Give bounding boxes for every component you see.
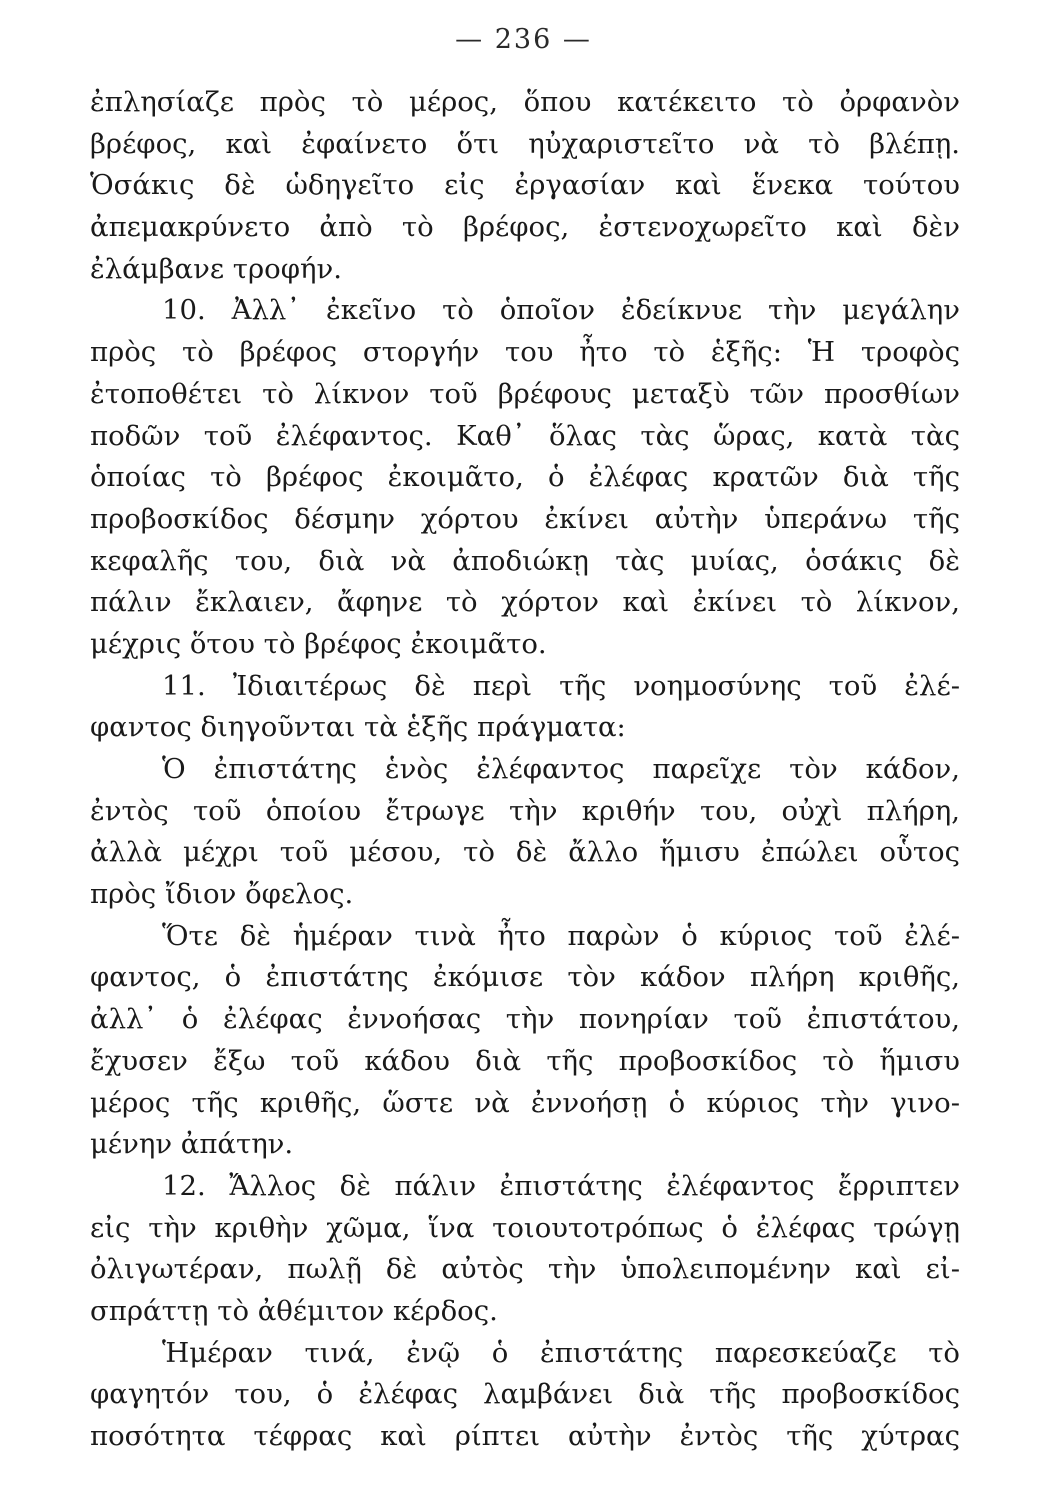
text-line: ἀλλ᾽ ὁ ἐλέφας ἐννοήσας τὴν πονηρίαν τοῦ ἐπιστάτου, xyxy=(90,1003,960,1036)
text-line: Ὁσάκις δὲ ὡδηγεῖτο εἰς ἐργασίαν καὶ ἕνεκα τούτου xyxy=(90,169,960,202)
text-line: ὁποίας τὸ βρέφος ἐκοιμᾶτο, ὁ ἐλέφας κρατῶν διὰ τῆς xyxy=(90,461,960,494)
text-line: ὀλιγωτέραν, πωλῇ δὲ αὐτὸς τὴν ὑπολειπομένην καὶ εἰ- xyxy=(90,1253,960,1286)
page-number: — 236 — xyxy=(455,24,592,55)
text-line: ἐντὸς τοῦ ὁποίου ἔτρωγε τὴν κριθήν του, οὐχὶ πλήρη, xyxy=(90,794,960,827)
text-line: ἐτοποθέτει τὸ λίκνον τοῦ βρέφους μεταξὺ τῶν προσθίων xyxy=(90,377,960,410)
text-line: προβοσκίδος δέσμην χόρτου ἐκίνει αὐτὴν ὑπεράνω τῆς xyxy=(90,502,960,535)
text-line: Ὅτε δὲ ἡμέραν τινὰ ἦτο παρὼν ὁ κύριος τοῦ ἐλέ- xyxy=(162,919,960,952)
text-line: Ἡμέραν τινά, ἐνῷ ὁ ἐπιστάτης παρεσκεύαζε τὸ xyxy=(162,1336,960,1369)
text-line: φαγητόν του, ὁ ἐλέφας λαμβάνει διὰ τῆς προβοσκίδος xyxy=(90,1378,960,1411)
text-line: μέχρις ὅτου τὸ βρέφος ἐκοιμᾶτο. xyxy=(90,627,547,660)
text-line: σπράττῃ τὸ ἀθέμιτον κέρδος. xyxy=(90,1294,498,1327)
text-line: ἀλλὰ μέχρι τοῦ μέσου, τὸ δὲ ἄλλο ἥμισυ ἐπώλει οὗτος xyxy=(90,836,960,869)
text-line: κεφαλῆς του, διὰ νὰ ἀποδιώκῃ τὰς μυίας, ὁσάκις δὲ xyxy=(90,544,960,577)
text-line: ἀπεμακρύνετο ἀπὸ τὸ βρέφος, ἐστενοχωρεῖτο καὶ δὲν xyxy=(90,211,960,244)
text-line: πάλιν ἔκλαιεν, ἄφηνε τὸ χόρτον καὶ ἐκίνει τὸ λίκνον, xyxy=(90,586,960,619)
text-line: ἔχυσεν ἔξω τοῦ κάδου διὰ τῆς προβοσκίδος τὸ ἥμισυ xyxy=(90,1044,960,1077)
text-line: φαντος διηγοῦνται τὰ ἑξῆς πράγματα: xyxy=(90,711,626,744)
text-line: πρὸς τὸ βρέφος στοργήν του ἦτο τὸ ἑξῆς: Ἡ τροφὸς xyxy=(90,336,960,369)
text-line: ποσότητα τέφρας καὶ ρίπτει αὐτὴν ἐντὸς τῆς χύτρας xyxy=(90,1420,960,1452)
text-line: Ὁ ἐπιστάτης ἑνὸς ἐλέφαντος παρεῖχε τὸν κάδον, xyxy=(162,753,960,785)
body-text xyxy=(90,82,960,1458)
text-line: ἐλάμβανε τροφήν. xyxy=(90,252,342,285)
text-line: 11. Ἰδιαιτέρως δὲ περὶ τῆς νοημοσύνης τοῦ ἐλέ- xyxy=(162,669,960,702)
text-line: 10. Ἀλλ᾽ ἐκεῖνο τὸ ὁποῖον ἐδείκνυε τὴν μεγάλην xyxy=(162,294,960,327)
text-line: μέρος τῆς κριθῆς, ὥστε νὰ ἐννοήσῃ ὁ κύριος τὴν γινο- xyxy=(90,1086,960,1119)
text-line: ἐπλησίαζε πρὸς τὸ μέρος, ὅπου κατέκειτο τὸ ὀρφανὸν xyxy=(90,86,960,118)
text-line: φαντος, ὁ ἐπιστάτης ἐκόμισε τὸν κάδον πλήρη κριθῆς, xyxy=(90,961,960,994)
text-line: 12. Ἄλλος δὲ πάλιν ἐπιστάτης ἐλέφαντος ἔρριπτεν xyxy=(162,1169,960,1202)
text-line: βρέφος, καὶ ἐφαίνετο ὅτι ηὐχαριστεῖτο νὰ τὸ βλέπῃ. xyxy=(90,127,960,160)
text-line: ποδῶν τοῦ ἐλέφαντος. Καθ᾽ ὅλας τὰς ὥρας, κατὰ τὰς xyxy=(90,419,960,452)
text-line: εἰς τὴν κριθὴν χῶμα, ἵνα τοιουτοτρόπως ὁ ἐλέφας τρώγῃ xyxy=(90,1211,960,1244)
text-line: πρὸς ἴδιον ὄφελος. xyxy=(90,878,354,911)
text-line: μένην ἀπάτην. xyxy=(90,1128,294,1161)
